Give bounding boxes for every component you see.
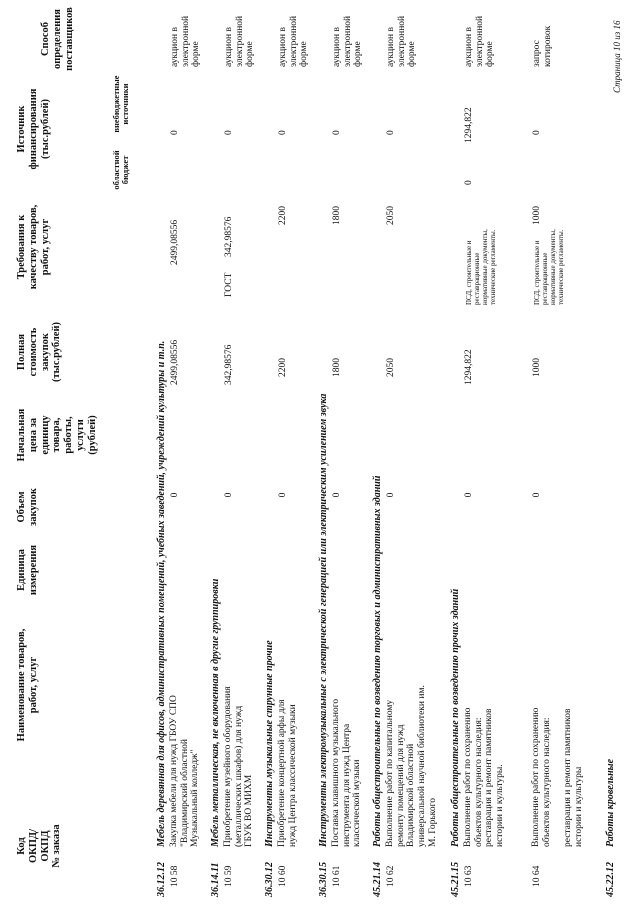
item-name: Поставка клавишного музыкального инструмента для нужд Центра классической музыки (331, 698, 363, 847)
header-extrabudget: внебюджетные источники (111, 75, 131, 133)
requirements: ПСД, строительные и реставрационные нормативные документы, технические регламенты. (465, 229, 498, 305)
full-cost: 2050 (386, 358, 396, 377)
order-number: 10 58 (170, 865, 180, 887)
initial-price: 0 (278, 492, 288, 498)
header-financing: Источник финансирования (тыс.рублей) (16, 88, 51, 170)
regional-budget-value: 1800 (332, 206, 342, 225)
full-cost: 2200 (278, 358, 288, 377)
extrabudget-value: 0 (278, 130, 288, 135)
item-name: Приобретение концертной арфы для нужд Центра классической музыки (277, 699, 298, 847)
extrabudget-value: 0 (386, 130, 396, 135)
full-cost: 1800 (332, 358, 342, 377)
regional-budget-value: 1000 (532, 206, 542, 225)
regional-budget-value: 2200 (278, 206, 288, 225)
full-cost: 2499,08556 (170, 339, 180, 385)
category-title: Инструменты электромузыкальные с электрической генерацией или электрическим усилением звука (318, 393, 329, 847)
category-code: 36.30.12 (264, 862, 275, 897)
procurement-method: аукцион в электронной форме (278, 15, 310, 67)
regional-budget-value: 2499,08556 (170, 219, 180, 265)
requirements: ПСД, строительные и реставрационные нормативные документы, технические регламенты. (533, 229, 566, 305)
order-number: 10 62 (386, 865, 396, 887)
item-name: Выполнение работ по сохранению объектов культурного наследия: реставрация и ремонт памятников истории и культуры (531, 707, 584, 847)
header-code: Код ОКПД/ ОКПД № заказа (16, 824, 63, 868)
full-cost: 342,98576 (224, 344, 234, 385)
extrabudget-value: 0 (332, 130, 342, 135)
requirements: ГОСТ (224, 272, 234, 297)
category-title: Инструменты музыкальные струнные прочие (264, 640, 275, 847)
order-number: 10 61 (332, 865, 342, 887)
header-initial-price: Начальная цена за единицу товара, работы, услуги (рублей) (16, 408, 98, 462)
procurement-method: аукцион в электронной форме (332, 15, 364, 67)
category-code: 45.21.15 (450, 862, 461, 897)
category-code: 45.22.12 (605, 862, 616, 897)
extrabudget-value: 0 (170, 130, 180, 135)
item-name: Выполнение работ по капитальному ремонту помещений для нужд Владимирской областной универсальной научной библиотеки им. М. Горького (385, 685, 438, 847)
header-regional-budget: областной бюджет (111, 150, 131, 190)
item-name: Выполнение работ по сохранению объектов культурного наследия: реставрация и ремонт памятников истории и культуры. (463, 707, 505, 847)
procurement-method: аукцион в электронной форме (224, 15, 256, 67)
header-name: Наименование товаров, работ, услуг (16, 628, 39, 742)
initial-price: 0 (332, 492, 342, 498)
initial-price: 0 (464, 492, 474, 498)
category-title: Мебель металлическая, не включенная в другие группировки (210, 578, 221, 847)
item-name: Закупка мебели для нужд ГБОУ СПО "Владимирский областной Музыкальный колледж" (169, 695, 201, 847)
procurement-method: аукцион в электронной форме (464, 15, 496, 67)
header-requirements: Требования к качеству товаров, работ, услуг (16, 204, 51, 290)
category-title: Работы общестроительные по возведению прочих зданий (450, 588, 461, 847)
page-number: Страница 10 из 16 (612, 20, 622, 93)
full-cost: 1000 (532, 358, 542, 377)
order-number: 10 60 (278, 865, 288, 887)
category-title: Мебель деревянная для офисов, административных помещений, учебных заведений, учреждений культуры и т.п. (156, 340, 167, 847)
order-number: 10 64 (532, 865, 542, 887)
category-title: Работы кровельные (605, 758, 616, 847)
regional-budget-value: 0 (464, 180, 474, 185)
order-number: 10 63 (464, 865, 474, 887)
category-code: 36.12.12 (156, 862, 167, 897)
initial-price: 0 (532, 492, 542, 498)
procurement-method: аукцион в электронной форме (386, 15, 418, 67)
initial-price: 0 (170, 492, 180, 498)
order-number: 10 59 (224, 865, 234, 887)
header-full-cost: Полная стоимость закупок (тыс.рублей) (16, 321, 63, 383)
extrabudget-value: 1294,822 (464, 107, 474, 143)
item-name: Приобретение музейного оборудования (металлических шкафов) для нужд ГБУК ВО МИХМ (223, 686, 255, 847)
regional-budget-value: 342,98576 (224, 216, 234, 257)
category-title: Работы общестроительные по возведению торговых и административных зданий (372, 475, 383, 847)
regional-budget-value: 2050 (386, 206, 396, 225)
procurement-method: запрос котировок (532, 25, 553, 67)
full-cost: 1294,822 (464, 349, 474, 385)
initial-price: 0 (224, 492, 234, 498)
header-unit: Единица измерения (16, 544, 39, 596)
category-code: 36.30.15 (318, 862, 329, 897)
extrabudget-value: 0 (532, 130, 542, 135)
header-method: Способ определения поставщиков (40, 7, 75, 71)
procurement-method: аукцион в электронной форме (170, 15, 202, 67)
category-code: 36.14.11 (210, 862, 221, 897)
initial-price: 0 (386, 492, 396, 498)
category-code: 45.21.14 (372, 862, 383, 897)
extrabudget-value: 0 (224, 130, 234, 135)
header-volume: Объем закупок (16, 488, 39, 526)
